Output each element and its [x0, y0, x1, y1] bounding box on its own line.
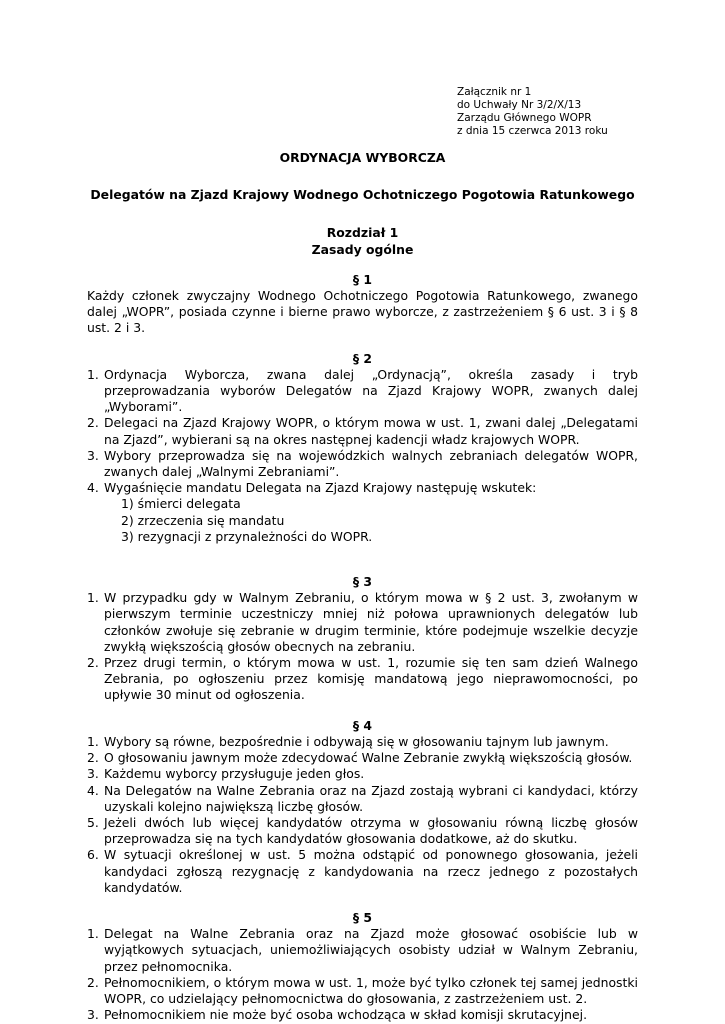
item-text: O głosowaniu jawnym może zdecydować Walne Zebranie zwykłą większością głosów. [104, 750, 633, 766]
document-subtitle: Delegatów na Zjazd Krajowy Wodnego Ochotniczego Pogotowia Ratunkowego [90, 187, 635, 203]
section-heading-2: § 2 [352, 350, 373, 366]
list-item [87, 734, 638, 750]
item-text: Każdemu wyborcy przysługuje jeden głos. [104, 766, 365, 782]
section-4-list [87, 734, 638, 896]
item-number: 2. [87, 974, 99, 990]
section-3-list [87, 590, 638, 703]
item-number: 3. [87, 766, 99, 782]
item-text: Pełnomocnikiem nie może być osoba wchodząca w skład komisji skrutacyjnej. [104, 1007, 588, 1023]
chapter-name: Zasady ogólne [311, 241, 414, 257]
item-text: Wygaśnięcie mandatu Delegata na Zjazd Krajowy następuję wskutek: [104, 480, 537, 496]
section-1-text: Każdy członek zwyczajny Wodnego Ochotniczego Pogotowia Ratunkowego, zwanego dalej „WOPR”, posiada czynne i bierne prawo wyborcze, z zastrzeżeniem § 6 ust. 3 i § 8 ust. 2 i 3. [87, 288, 638, 336]
item-number: 3. [87, 447, 99, 463]
list-item [87, 750, 638, 766]
item-text: Na Delegatów na Walne Zebrania oraz na Zjazd zostają wybrani ci kandydaci, którzy uzyskali kolejno największą liczbę głosów. [104, 782, 638, 814]
list-item [87, 975, 638, 1007]
sub-list [104, 496, 638, 545]
section-heading-1: § 1 [352, 271, 373, 287]
item-number: 3. [87, 1007, 99, 1023]
item-number: 5. [87, 814, 99, 830]
item-text: W przypadku gdy w Walnym Zebraniu, o którym mowa w § 2 ust. 3, zwołanym w pierwszym terminie uczestniczy mniej niż połowa uprawnionych delegatów lub członków zwołuje się zebranie w drugim terminie, które podejmuje wszelkie decyzje zwykłą większością głosów obecnych na zebraniu. [104, 590, 638, 654]
list-item [87, 766, 638, 782]
item-number: 2. [87, 415, 99, 431]
list-item [87, 815, 638, 847]
item-number: 2. [87, 750, 99, 766]
sub-item: 1) śmierci delegata [121, 496, 241, 512]
annex-line: z dnia 15 czerwca 2013 roku [457, 125, 608, 137]
annex-note [457, 86, 608, 138]
section-heading-4: § 4 [352, 717, 373, 733]
section-heading-3: § 3 [352, 574, 373, 590]
list-item [87, 847, 638, 896]
item-text: Przez drugi termin, o którym mowa w ust. 1, rozumie się ten sam dzień Walnego Zebrania, po ogłoszeniu przez komisję mandatową jego nieprawomocności, po upływie 30 minut od ogłoszenia. [104, 655, 638, 703]
item-number: 1. [87, 590, 99, 606]
list-item [87, 590, 638, 655]
item-number: 4. [87, 782, 99, 798]
item-text: Delegat na Walne Zebrania oraz na Zjazd może głosować osobiście lub w wyjątkowych sytuacjach, uniemożliwiających osobisty udział w Walnym Zebraniu, przez pełnomocnika. [104, 926, 638, 974]
document-body [87, 150, 638, 1023]
sub-item: 2) zrzeczenia się mandatu [121, 512, 285, 528]
item-number: 4. [87, 480, 99, 496]
item-text: Wybory są równe, bezpośrednie i odbywają się w głosowaniu tajnym lub jawnym. [104, 733, 609, 749]
list-item [87, 367, 638, 416]
sub-item: 3) rezygnacji z przynależności do WOPR. [121, 528, 373, 544]
item-number: 1. [87, 733, 99, 749]
list-item [87, 783, 638, 815]
section-heading-5: § 5 [352, 909, 373, 925]
list-item [87, 480, 638, 545]
list-item [87, 1007, 638, 1023]
item-number: 2. [87, 655, 99, 671]
list-item [87, 655, 638, 704]
chapter-number: Rozdział 1 [326, 225, 399, 241]
item-number: 1. [87, 926, 99, 942]
item-text: Pełnomocnikiem, o którym mowa w ust. 1, może być tylko członek tej samej jednostki WOPR, co udzielający pełnomocnictwa do głosowania, z zastrzeżeniem ust. 2. [104, 974, 638, 1006]
section-2-list [87, 367, 638, 545]
list-item [87, 415, 638, 447]
item-text: Ordynacja Wyborcza, zwana dalej „Ordynacją”, określa zasady i tryb przeprowadzania wyborów Delegatów na Zjazd Krajowy WOPR, zwanych dalej „Wyborami”. [104, 366, 638, 415]
item-number: 6. [87, 847, 99, 863]
annex-line: Zarządu Głównego WOPR [457, 112, 592, 124]
section-5-list [87, 926, 638, 1023]
item-text: W sytuacji określonej w ust. 5 można odstąpić od ponownego głosowania, jeżeli kandydaci zgłoszą rezygnację z kandydowania na rzecz jednego z pozostałych kandydatów. [104, 847, 638, 895]
document-title: ORDYNACJA WYBORCZA [279, 150, 446, 165]
item-number: 1. [87, 366, 99, 382]
item-text: Delegaci na Zjazd Krajowy WOPR, o którym mowa w ust. 1, zwani dalej „Delegatami na Zjazd”, wybierani są na okres następnej kadencji władz krajowych WOPR. [104, 415, 638, 447]
list-item [87, 926, 638, 975]
item-text: Jeżeli dwóch lub więcej kandydatów otrzyma w głosowaniu równą liczbę głosów przeprowadza się na tych kandydatów głosowania dodatkowe, aż do skutku. [104, 814, 638, 847]
list-item [87, 448, 638, 480]
item-text: Wybory przeprowadza się na wojewódzkich walnych zebraniach delegatów WOPR, zwanych dalej „Walnymi Zebraniami”. [104, 447, 638, 480]
annex-line: do Uchwały Nr 3/2/X/13 [457, 99, 582, 111]
annex-line: Załącznik nr 1 [457, 86, 532, 98]
